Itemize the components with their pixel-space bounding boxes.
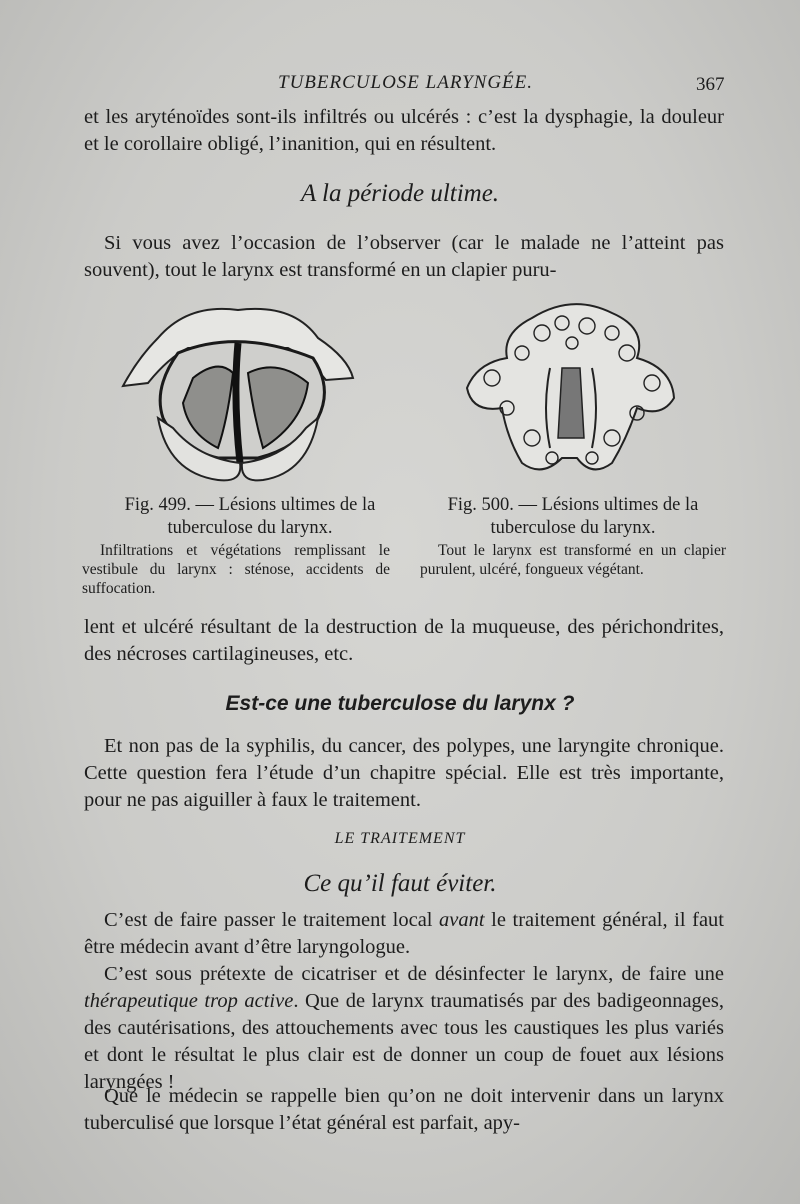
figure-500-description: Tout le larynx est transformé en un clapier purulent, ulcéré, fongueux végétant.: [420, 542, 726, 578]
text-run: . Que de larynx traumatisés par des badigeonnages, des cautérisations, des attouchements avec tous les caustiques les plus variés et dont le résultat le plus clair est de donner un coup de fouet aux lésions laryngées !: [84, 990, 724, 1093]
heading-traitement: LE TRAITEMENT: [334, 830, 466, 847]
text-run: C’est de faire passer le traitement local: [104, 909, 440, 931]
figure-499-title: Fig. 499. — Lésions ultimes de la tuberculose du larynx.: [124, 495, 376, 538]
page-number: 367: [696, 74, 725, 95]
heading-eviter: Ce qu’il faut éviter.: [303, 870, 497, 897]
paragraph-ulcere: lent et ulcéré résultant de la destruction de la muqueuse, des périchondrites, des nécroses cartilagineuses, etc.: [84, 616, 724, 665]
emphasis-avant: avant: [439, 909, 485, 931]
heading-periode-ultime: A la période ultime.: [300, 180, 500, 207]
text-run: C’est sous prétexte de cicatriser et de désinfecter le larynx, de faire une: [104, 963, 724, 985]
paragraph-dysphagie: et les aryténoïdes sont-ils infiltrés ou ulcérés : c’est la dysphagie, la douleur et le corollaire obligé, l’inanition, qui en résultent.: [84, 106, 724, 155]
paragraph-syphilis: Et non pas de la syphilis, du cancer, des polypes, une laryngite chronique. Cette question fera l’étude d’un chapitre spécial. Elle est très importante, pour ne pas aiguiller à faux le traitement.: [84, 735, 724, 811]
heading-question-tuberculose: Est-ce une tuberculose du larynx ?: [225, 692, 575, 715]
paragraph-observer: Si vous avez l’occasion de l’observer (car le malade ne l’atteint pas souvent), tout le larynx est transformé en un clapier puru-: [84, 232, 724, 281]
emphasis-therapeutique: thérapeutique trop active: [84, 990, 294, 1012]
page-header: [0, 72, 800, 102]
figure-499-description: Infiltrations et végétations remplissant le vestibule du larynx : sténose, accidents de suffocation.: [82, 542, 390, 597]
running-title: TUBERCULOSE LARYNGÉE.: [278, 72, 534, 93]
figure-500-image: [462, 298, 682, 483]
figure-499-image: [118, 298, 358, 488]
paragraph-medecin: Que le médecin se rappelle bien qu’on ne doit intervenir dans un larynx tuberculisé que lorsque l’état général est parfait, apy-: [84, 1085, 724, 1134]
figure-500-title: Fig. 500. — Lésions ultimes de la tuberculose du larynx.: [447, 495, 699, 538]
text-run: le traitement général, il faut être médecin avant d’être laryngologue.: [84, 909, 724, 958]
paragraph-therapeutique: [84, 961, 724, 1096]
paragraph-traitement-local: [84, 907, 724, 961]
